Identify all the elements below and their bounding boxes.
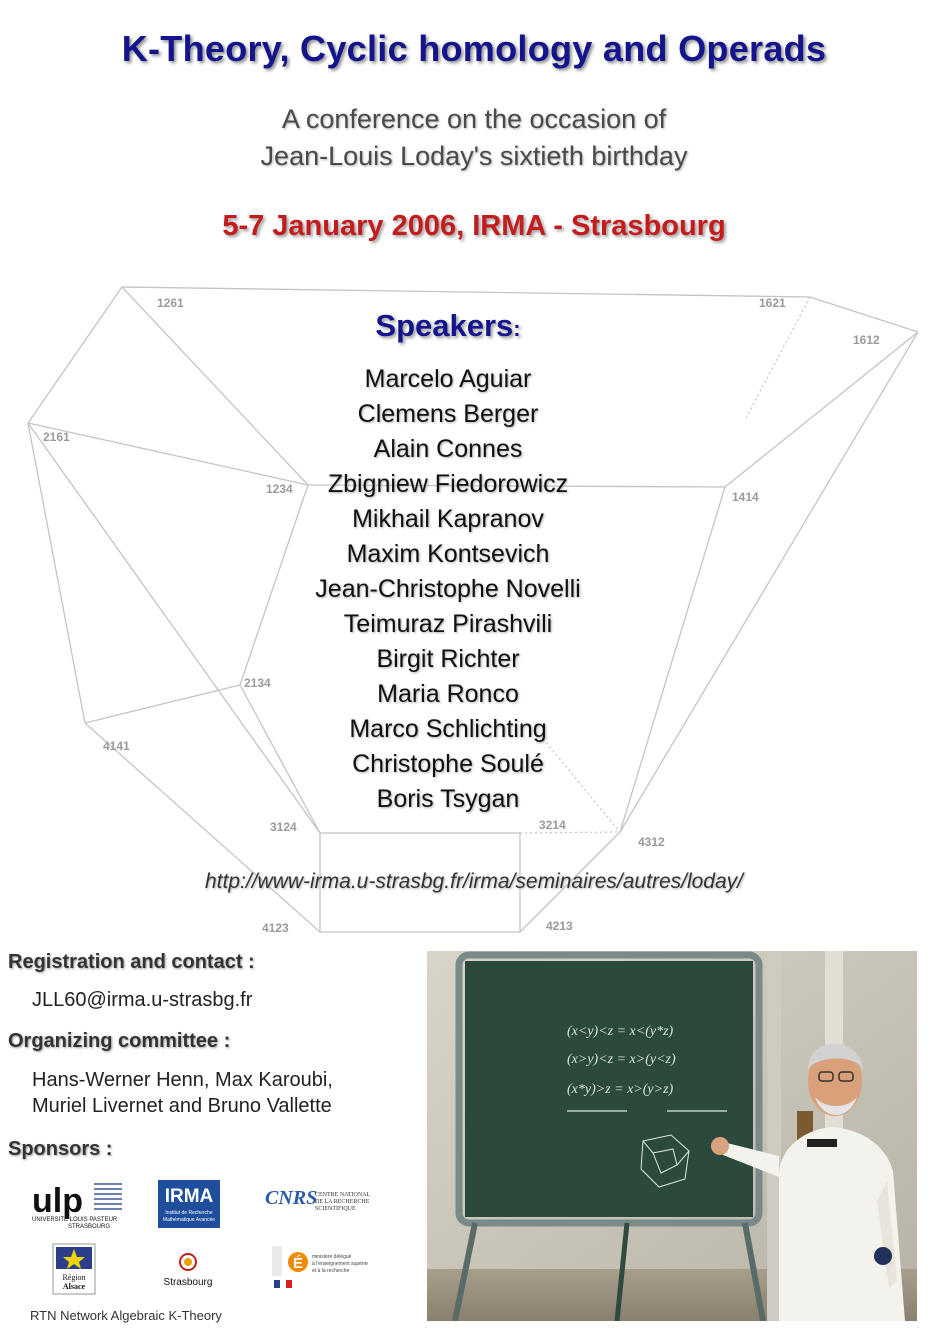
ministere-logo bbox=[272, 1242, 368, 1292]
speaker-name: Maria Ronco bbox=[377, 680, 519, 708]
committee-line-1: Hans-Werner Henn, Max Karoubi, bbox=[32, 1069, 333, 1091]
committee-heading: Organizing committee : bbox=[8, 1030, 231, 1052]
svg-text:ulp: ulp bbox=[32, 1182, 83, 1220]
svg-text:CNRS: CNRS bbox=[265, 1187, 318, 1209]
svg-text:Institut de Recherche: Institut de Recherche bbox=[165, 1210, 213, 1216]
subtitle-line-1: A conference on the occasion of bbox=[281, 104, 667, 134]
svg-text:(x>y)<z = x>(y<z): (x>y)<z = x>(y<z) bbox=[567, 1052, 676, 1067]
vertex-label: 1414 bbox=[732, 490, 759, 504]
svg-text:CENTRE NATIONAL: CENTRE NATIONAL bbox=[315, 1192, 371, 1198]
speaker-name: Zbigniew Fiedorowicz bbox=[327, 470, 569, 498]
irma-logo bbox=[158, 1180, 220, 1228]
speakers-heading-text: Speakers bbox=[375, 308, 514, 343]
speaker-name: Marcelo Aguiar bbox=[364, 365, 532, 393]
vertex-label: 4213 bbox=[546, 919, 573, 933]
conference-url[interactable]: http://www-irma.u-strasbg.fr/irma/seminaires/autres/loday/ bbox=[205, 870, 743, 893]
region-alsace-logo bbox=[52, 1243, 96, 1295]
ulp-logo bbox=[32, 1178, 127, 1230]
svg-text:Strasbourg: Strasbourg bbox=[163, 1277, 213, 1288]
svg-text:Mathématique Avancée: Mathématique Avancée bbox=[162, 1217, 216, 1223]
svg-text:(x*y)>z = x>(y>z): (x*y)>z = x>(y>z) bbox=[567, 1082, 674, 1097]
speaker-name: Teimuraz Pirashvili bbox=[343, 610, 553, 638]
speaker-name: Maxim Kontsevich bbox=[346, 540, 550, 568]
sponsors-heading: Sponsors : bbox=[8, 1138, 113, 1160]
committee-line-2: Muriel Livernet and Bruno Vallette bbox=[32, 1095, 332, 1117]
speaker-name: Jean-Christophe Novelli bbox=[315, 575, 581, 603]
speaker-name: Clemens Berger bbox=[357, 400, 539, 428]
date-place: 5-7 January 2006, IRMA - Strasbourg bbox=[222, 210, 726, 242]
svg-text:É: É bbox=[292, 1255, 304, 1272]
vertex-label: 1234 bbox=[266, 482, 293, 496]
rtn-network-label: RTN Network Algebraic K-Theory bbox=[30, 1308, 222, 1323]
conference-title: K-Theory, Cyclic homology and Operads bbox=[121, 28, 827, 69]
svg-text:STRASBOURG: STRASBOURG bbox=[68, 1224, 111, 1230]
vertex-label: 1261 bbox=[157, 296, 184, 310]
svg-text:SCIENTIFIQUE: SCIENTIFIQUE bbox=[315, 1206, 356, 1212]
speaker-name: Christophe Soulé bbox=[352, 750, 544, 778]
photo-chalkboard bbox=[427, 951, 917, 1321]
svg-text:à l'enseignement supérieur: à l'enseignement supérieur bbox=[312, 1261, 368, 1267]
vertex-label: 3124 bbox=[270, 820, 297, 834]
svg-text:IRMA: IRMA bbox=[164, 1186, 214, 1207]
speakers-heading bbox=[0, 308, 896, 344]
speaker-name: Boris Tsygan bbox=[376, 785, 520, 813]
svg-text:Alsace: Alsace bbox=[62, 1282, 86, 1291]
strasbourg-logo bbox=[160, 1248, 216, 1294]
contact-email[interactable]: JLL60@irma.u-strasbg.fr bbox=[32, 989, 253, 1011]
speaker-name: Mikhail Kapranov bbox=[352, 505, 544, 533]
registration-heading: Registration and contact : bbox=[8, 951, 255, 973]
svg-text:UNIVERSITÉ LOUIS PASTEUR: UNIVERSITÉ LOUIS PASTEUR bbox=[32, 1217, 118, 1223]
vertex-label: 4312 bbox=[638, 835, 665, 849]
svg-text:DE LA RECHERCHE: DE LA RECHERCHE bbox=[315, 1199, 370, 1205]
vertex-label: 2134 bbox=[244, 676, 271, 690]
speaker-name: Marco Schlichting bbox=[349, 715, 547, 743]
svg-text:ministère délégué: ministère délégué bbox=[312, 1254, 352, 1260]
subtitle-line-2: Jean-Louis Loday's sixtieth birthday bbox=[260, 141, 688, 171]
vertex-label: 3214 bbox=[539, 818, 566, 832]
vertex-label: 2161 bbox=[43, 430, 70, 444]
vertex-label: 1621 bbox=[759, 296, 786, 310]
vertex-label: 4123 bbox=[262, 921, 289, 935]
speaker-name: Birgit Richter bbox=[376, 645, 520, 673]
speaker-list bbox=[0, 362, 896, 817]
svg-text:(x<y)<z = x<(y*z): (x<y)<z = x<(y*z) bbox=[567, 1024, 674, 1039]
vertex-label: 4141 bbox=[103, 739, 130, 753]
speaker-name: Alain Connes bbox=[373, 435, 523, 463]
svg-text:et à la recherche: et à la recherche bbox=[312, 1268, 350, 1274]
vertex-label: 1612 bbox=[853, 333, 880, 347]
cnrs-logo bbox=[265, 1180, 375, 1220]
svg-text:Région: Région bbox=[62, 1273, 86, 1282]
speakers-heading-colon: : bbox=[513, 316, 521, 341]
